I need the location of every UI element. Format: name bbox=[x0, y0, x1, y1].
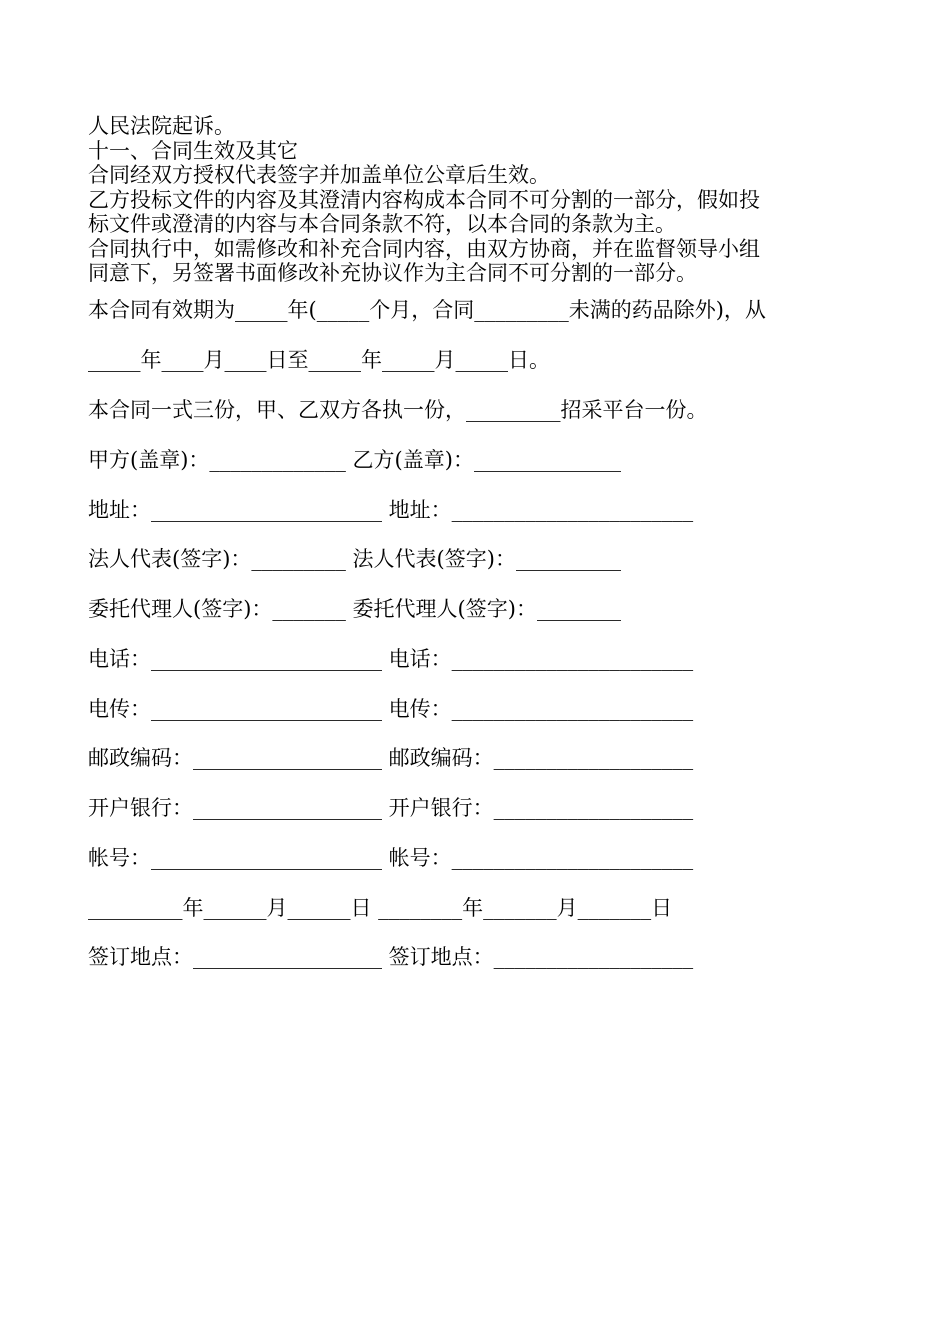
paragraph-line: 乙方投标文件的内容及其澄清内容构成本合同不可分割的一部分，假如投 bbox=[88, 188, 760, 212]
bank-field: 开户银行：__________________ 开户银行：___________________ bbox=[88, 796, 694, 820]
validity-line: 本合同有效期为_____年(_____个月，合同_________未满的药品除外)，从 bbox=[88, 298, 766, 322]
paragraph-line: 标文件或澄清的内容与本合同条款不符，以本合同的条款为主。 bbox=[88, 212, 676, 236]
section-heading: 十一、合同生效及其它 bbox=[88, 139, 298, 163]
party-seal-field: 甲方(盖章)：_____________ 乙方(盖章)：______________ bbox=[88, 448, 621, 472]
paragraph-line: 合同经双方授权代表签字并加盖单位公章后生效。 bbox=[88, 163, 550, 187]
postcode-field: 邮政编码：__________________ 邮政编码：___________________ bbox=[88, 746, 694, 770]
address-field: 地址：______________________ 地址：_______________________ bbox=[88, 498, 694, 522]
paragraph-line: 同意下，另签署书面修改补充协议作为主合同不可分割的一部分。 bbox=[88, 261, 697, 285]
agent-field: 委托代理人(签字)：_______ 委托代理人(签字)：________ bbox=[88, 597, 621, 621]
fax-field: 电传：______________________ 电传：_______________________ bbox=[88, 697, 694, 721]
validity-date-line: _____年____月____日至_____年_____月_____日。 bbox=[88, 348, 550, 372]
paragraph-line: 人民法院起诉。 bbox=[88, 114, 235, 138]
phone-field: 电话：______________________ 电话：_______________________ bbox=[88, 647, 694, 671]
signing-place-field: 签订地点：__________________ 签订地点：___________________ bbox=[88, 945, 694, 969]
date-field: _________年______月______日 ________年_______月_______日 bbox=[88, 896, 673, 920]
copies-line: 本合同一式三份，甲、乙双方各执一份，_________招采平台一份。 bbox=[88, 398, 708, 422]
account-field: 帐号：______________________ 帐号：_______________________ bbox=[88, 846, 694, 870]
legal-rep-field: 法人代表(签字)：_________ 法人代表(签字)：__________ bbox=[88, 547, 621, 571]
paragraph-line: 合同执行中，如需修改和补充合同内容，由双方协商，并在监督领导小组 bbox=[88, 237, 760, 261]
